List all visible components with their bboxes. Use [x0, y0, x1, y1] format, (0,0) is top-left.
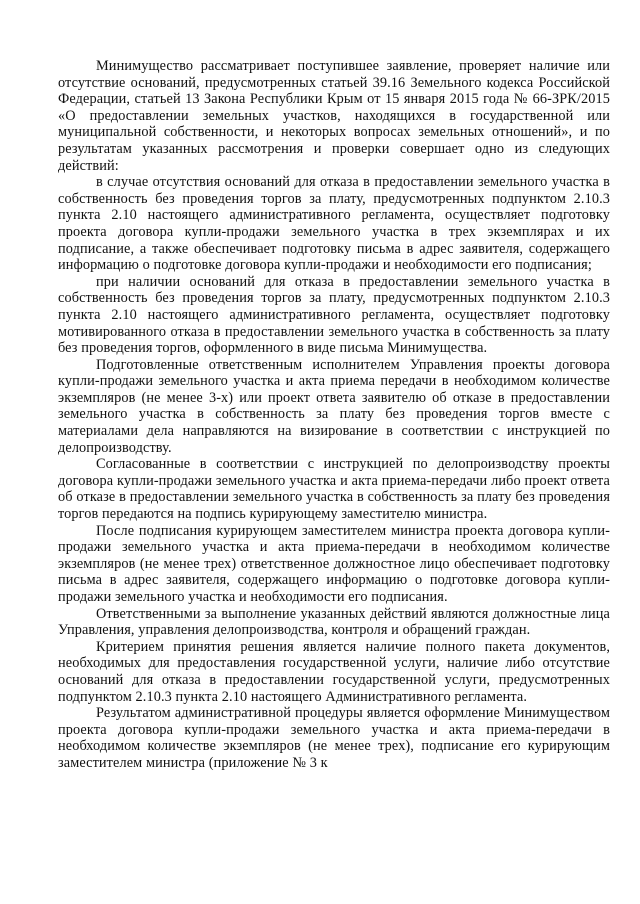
paragraph-4: Подготовленные ответственным исполнителем Управления проекты договора купли-продажи земельного участка и акта приема передачи в необходимом количестве экземпляров (не менее 3-х) или проект ответа заявителю об отказе в предоставлении земельного участка в собственность за плату без проведения торгов вместе с материалами дела направляются на визирование в соответствии с инструкцией по делопроизводству. [58, 356, 610, 456]
paragraph-1: Минимущество рассматривает поступившее заявление, проверяет наличие или отсутствие оснований, предусмотренных статьей 39.16 Земельного кодекса Российской Федерации, статьей 13 Закона Республики Крым от 15 января 2015 года № 66-ЗРК/2015 «О предоставлении земельных участков, находящихся в государственной или муниципальной собственности, и некоторых вопросах земельных отношений», и по результатам указанных рассмотрения и проверки совершает одно из следующих действий: [58, 58, 610, 174]
paragraph-2: в случае отсутствия оснований для отказа в предоставлении земельного участка в собственность без проведения торгов за плату, предусмотренных подпунктом 2.10.3 пункта 2.10 настоящего административного регламента, осуществляет подготовку проекта договора купли-продажи земельного участка в трех экземплярах и их подписание, а также обеспечивает подготовку письма в адрес заявителя, содержащего информацию о подготовке договора купли-продажи и необходимости его подписания; [58, 174, 610, 274]
paragraph-6: После подписания курирующем заместителем министра проекта договора купли-продажи земельного участка и акта приема-передачи в необходимом количестве экземпляров (не менее трех) ответственное должностное лицо обеспечивает подготовку письма в адрес заявителя, содержащего информацию о подготовке договора купли-продажи земельного участка и необходимости его подписания. [58, 522, 610, 605]
paragraph-7: Ответственными за выполнение указанных действий являются должностные лица Управления, управления делопроизводства, контроля и обращений граждан. [58, 605, 610, 639]
paragraph-5: Согласованные в соответствии с инструкцией по делопроизводству проекты договора купли-продажи земельного участка и акта приема-передачи либо проект ответа об отказе в предоставлении земельного участка в собственность за плату без проведения торгов передаются на подпись курирующему заместителю министра. [58, 456, 610, 523]
paragraph-9: Результатом административной процедуры является оформление Минимуществом проекта договора купли-продажи земельного участка и акта приема-передачи в необходимом количестве экземпляров (не менее трех), подписание его курирующим заместителем министра (приложение № 3 к [58, 705, 610, 771]
paragraph-8: Критерием принятия решения является наличие полного пакета документов, необходимых для предоставления государственной услуги, наличие либо отсутствие оснований для отказа в предоставлении государственной услуги, предусмотренных подпунктом 2.10.3 пункта 2.10 настоящего Административного регламента. [58, 638, 610, 705]
paragraph-3: при наличии оснований для отказа в предоставлении земельного участка в собственность без проведения торгов за плату, предусмотренных подпунктом 2.10.3 пункта 2.10 настоящего административного регламента, осуществляет подготовку мотивированного отказа в предоставлении земельного участка в собственность за плату без проведения торгов, оформленного в виде письма Минимущества. [58, 273, 610, 357]
